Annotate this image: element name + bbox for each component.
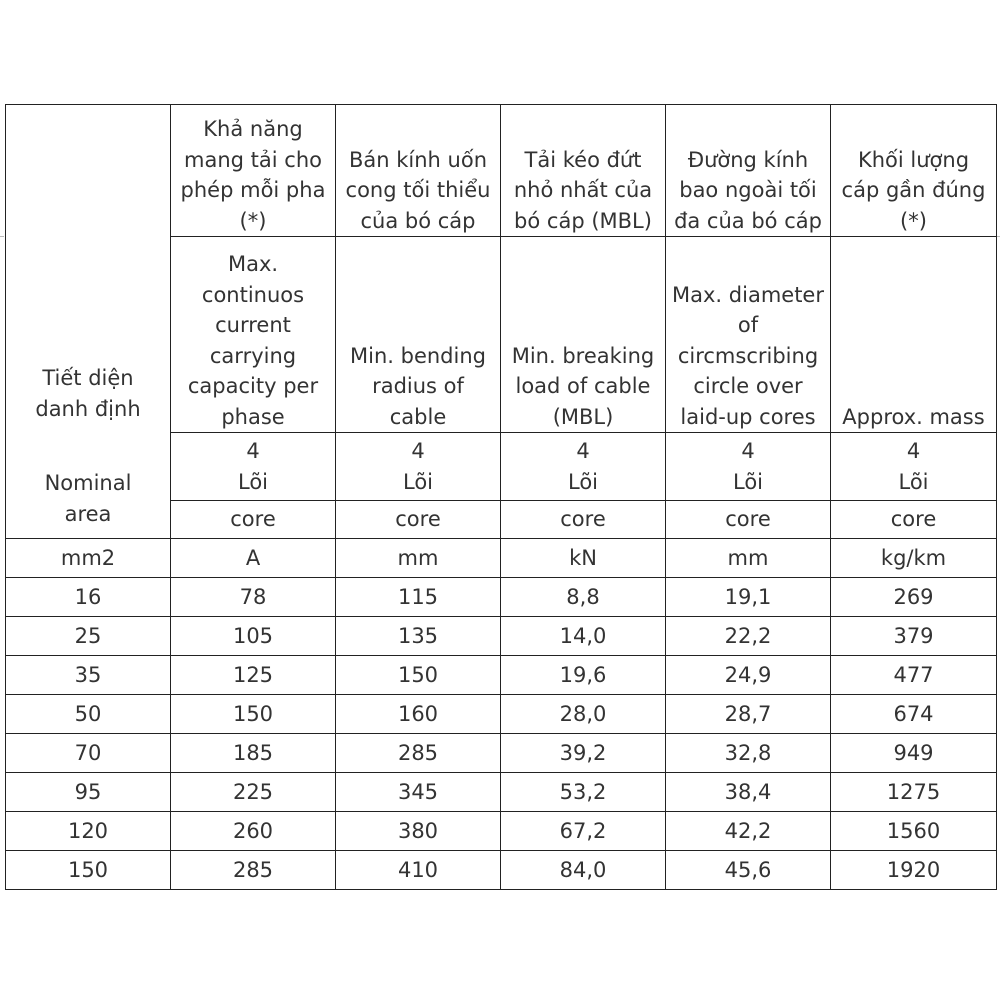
table-row [6, 695, 997, 734]
value-cell: 380 [336, 812, 501, 851]
core-count-cell: 4 Lõi [336, 433, 501, 501]
nominal-area-label-vi: Tiết diện danh định [35, 366, 141, 421]
value-cell: 1560 [831, 812, 997, 851]
table-row [6, 851, 997, 890]
cable-spec-table [5, 104, 997, 890]
table-row [6, 734, 997, 773]
value-cell: 285 [336, 734, 501, 773]
nominal-area-header [6, 105, 171, 539]
value-cell: 949 [831, 734, 997, 773]
header-mass-en: Approx. mass [831, 237, 997, 433]
value-cell: 78 [171, 578, 336, 617]
value-cell: 42,2 [666, 812, 831, 851]
value-cell: 84,0 [501, 851, 666, 890]
core-count-cell: 4 Lõi [501, 433, 666, 501]
value-cell: 1275 [831, 773, 997, 812]
core-count-cell: 4 Lõi [831, 433, 997, 501]
nominal-area-cell: 25 [6, 617, 171, 656]
value-cell: 125 [171, 656, 336, 695]
value-cell: 19,6 [501, 656, 666, 695]
core-label-cell: core [336, 501, 501, 539]
value-cell: 185 [171, 734, 336, 773]
core-label-cell: core [831, 501, 997, 539]
value-cell: 269 [831, 578, 997, 617]
value-cell: 379 [831, 617, 997, 656]
header-breaking-load-vi: Tải kéo đứt nhỏ nhất của bó cáp (MBL) [501, 105, 666, 237]
nominal-area-label-en: Nominal area [44, 471, 132, 526]
data-rows [6, 578, 997, 890]
nominal-area-cell: 150 [6, 851, 171, 890]
table-row [6, 812, 997, 851]
left-edge-rule [0, 236, 4, 237]
value-cell: 477 [831, 656, 997, 695]
nominal-area-cell: 95 [6, 773, 171, 812]
header-capacity-vi: Khả năng mang tải cho phép mỗi pha (*) [171, 105, 336, 237]
nominal-area-cell: 50 [6, 695, 171, 734]
nominal-area-cell: 16 [6, 578, 171, 617]
value-cell: 45,6 [666, 851, 831, 890]
unit-cell: mm [666, 539, 831, 578]
unit-cell: mm [336, 539, 501, 578]
value-cell: 38,4 [666, 773, 831, 812]
core-count-cell: 4 Lõi [171, 433, 336, 501]
value-cell: 225 [171, 773, 336, 812]
header-diameter-vi: Đường kính bao ngoài tối đa của bó cáp [666, 105, 831, 237]
value-cell: 39,2 [501, 734, 666, 773]
value-cell: 260 [171, 812, 336, 851]
nominal-area-cell: 120 [6, 812, 171, 851]
core-label-cell: core [501, 501, 666, 539]
value-cell: 410 [336, 851, 501, 890]
value-cell: 674 [831, 695, 997, 734]
value-cell: 135 [336, 617, 501, 656]
value-cell: 28,0 [501, 695, 666, 734]
header-bending-radius-en: Min. bending radius of cable [336, 237, 501, 433]
value-cell: 67,2 [501, 812, 666, 851]
value-cell: 53,2 [501, 773, 666, 812]
value-cell: 19,1 [666, 578, 831, 617]
nominal-area-cell: 35 [6, 656, 171, 695]
core-label-cell: core [666, 501, 831, 539]
value-cell: 285 [171, 851, 336, 890]
core-label-cell: core [171, 501, 336, 539]
header-diameter-en: Max. diameter of circmscribing circle over laid-up cores [666, 237, 831, 433]
header-bending-radius-vi: Bán kính uốn cong tối thiểu của bó cáp [336, 105, 501, 237]
value-cell: 8,8 [501, 578, 666, 617]
unit-cell: mm2 [6, 539, 171, 578]
unit-cell: A [171, 539, 336, 578]
value-cell: 115 [336, 578, 501, 617]
header-breaking-load-en: Min. breaking load of cable (MBL) [501, 237, 666, 433]
value-cell: 28,7 [666, 695, 831, 734]
value-cell: 150 [171, 695, 336, 734]
value-cell: 22,2 [666, 617, 831, 656]
value-cell: 14,0 [501, 617, 666, 656]
unit-cell: kg/km [831, 539, 997, 578]
value-cell: 105 [171, 617, 336, 656]
header-row-vi [6, 105, 997, 237]
nominal-area-cell: 70 [6, 734, 171, 773]
table-row [6, 617, 997, 656]
table-row [6, 773, 997, 812]
value-cell: 345 [336, 773, 501, 812]
value-cell: 32,8 [666, 734, 831, 773]
value-cell: 160 [336, 695, 501, 734]
table-row [6, 656, 997, 695]
value-cell: 24,9 [666, 656, 831, 695]
units-row [6, 539, 997, 578]
core-count-cell: 4 Lõi [666, 433, 831, 501]
header-mass-vi: Khối lượng cáp gần đúng (*) [831, 105, 997, 237]
value-cell: 150 [336, 656, 501, 695]
header-capacity-en: Max. continuos current carrying capacity per phase [171, 237, 336, 433]
value-cell: 1920 [831, 851, 997, 890]
table-row [6, 578, 997, 617]
unit-cell: kN [501, 539, 666, 578]
